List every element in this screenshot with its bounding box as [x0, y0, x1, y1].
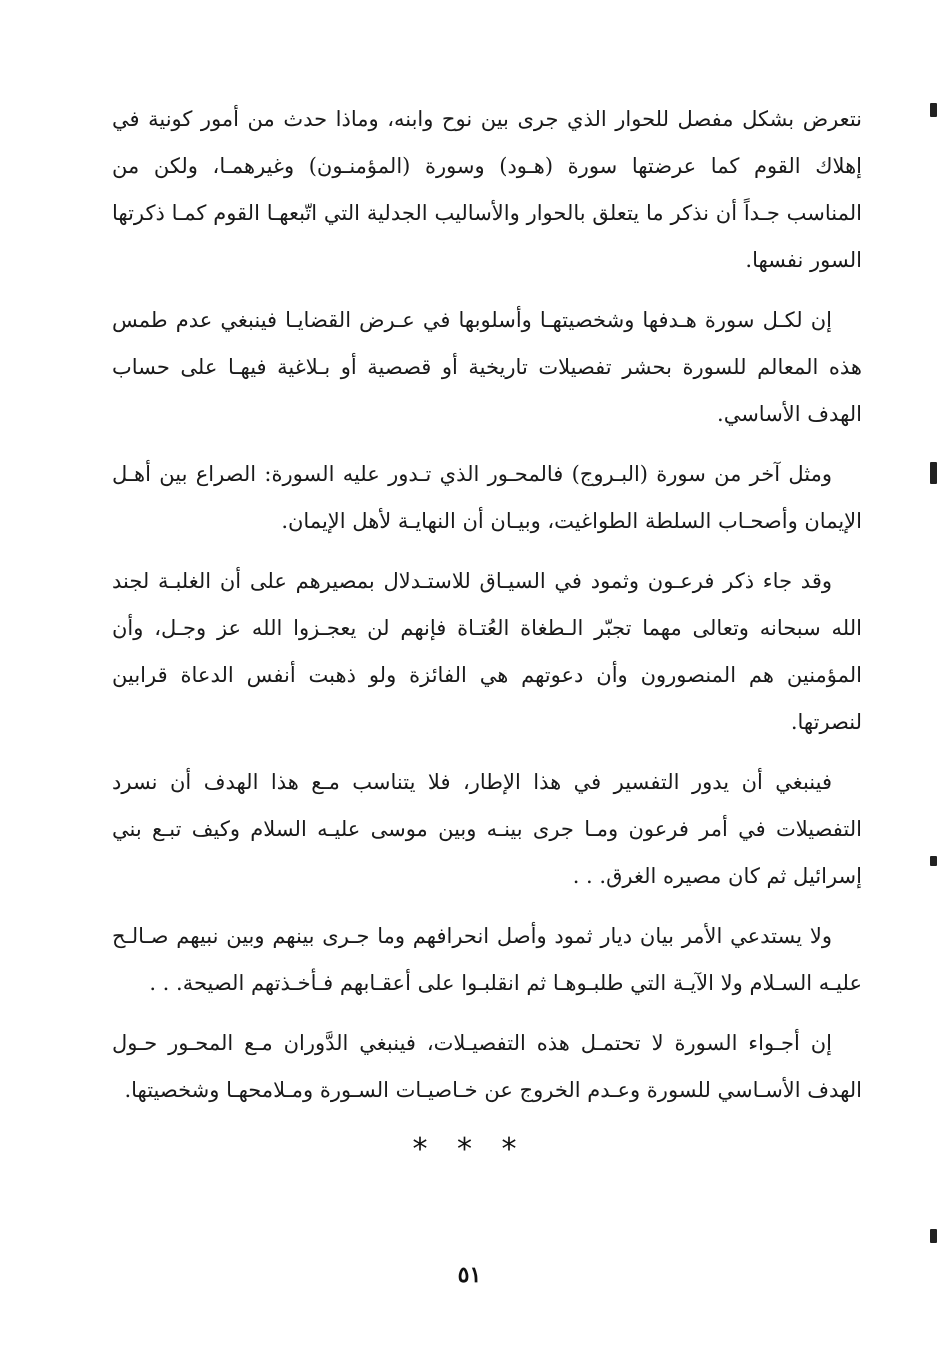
margin-mark-bottom — [930, 1229, 937, 1243]
section-separator: * * * — [412, 1132, 527, 1167]
margin-mark-middle — [930, 462, 937, 484]
paragraph-1: نتعرض بشكل مفصل للحوار الذي جرى بين نوح وابنه، وماذا حدث من أمور كونية في إهلاك القوم كما عرضتها سورة (هـود) وسورة (المؤمنـون) وغيرهمـا، ولكن من المناسب جـداً أن نذكر ما يتعلق بالحوار والأساليب الجدلية التي اتّبعهـا القوم كمـا ذكرتها السور نفسها. — [112, 107, 862, 272]
paragraph-6: ولا يستدعي الأمر بيان ديار ثمود وأصل انحرافهم وما جـرى بينهم وبين نبيهم صـالـح عليـه السـلام ولا الآيـة التي طلبـوهـا ثم انقلبـوا على أعقـابهم فـأخـذتهم الصيحة. . . — [112, 924, 862, 995]
paragraph-4: وقد جاء ذكر فرعـون وثمود في السيـاق للاستـدلال بمصيرهم على أن الغلبـة لجند الله سبحانه وتعالى مهما تجبّر الـطغاة العُتـاة فإنهم لن يعجـزوا الله عز وجـل، وأن المؤمنين هم المنصورون وأن دعوتهم هي الفائزة ولو ذهبت أنفس الدعاة قرابين لنصرتها. — [112, 569, 862, 734]
body-text — [112, 96, 862, 1127]
page-number: ٥١ — [457, 1262, 482, 1288]
paragraph-3: ومثل آخر من سورة (البـروج) فالمحـور الذي تـدور عليه السورة: الصراع بين أهـل الإيمان وأصحـاب السلطة الطواغيت، وبيـان أن النهايـة لأهل الإيمان. — [112, 462, 862, 533]
paragraph-5: فينبغي أن يدور التفسير في هذا الإطار، فلا يتناسب مـع هذا الهدف أن نسرد التفصيلات في أمر فرعون ومـا جرى بينـه وبين موسى عليـه السلام وكيف تبـع بني إسرائيل ثم كان مصيره الغرق. . . — [112, 770, 862, 888]
margin-mark-top — [930, 103, 937, 117]
margin-mark-lower — [930, 856, 937, 866]
paragraph-2: إن لكـل سورة هـدفها وشخصيتهـا وأسلوبها في عـرض القضايـا فينبغي عدم طمس هذه المعالم للسورة بحشر تفصيلات تاريخية أو قصصية أو بـلاغية فيهـا على حساب الهدف الأساسي. — [112, 308, 862, 426]
paragraph-7: إن أجـواء السورة لا تحتمـل هذه التفصيـلات، فينبغي الدَّوران مـع المحـور حـول الهدف الأسـاسي للسورة وعـدم الخروج عن خـاصيـات السـورة ومـلامحهـا وشخصيتها. — [112, 1031, 862, 1102]
